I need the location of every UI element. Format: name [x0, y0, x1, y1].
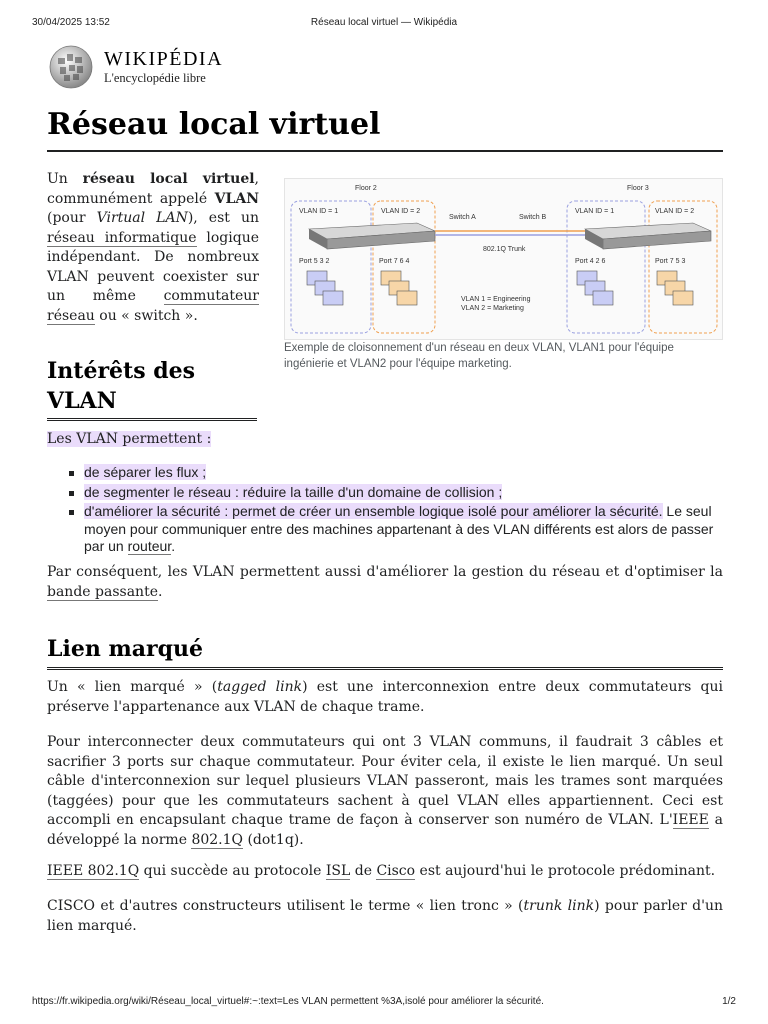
benefits-list — [47, 464, 723, 558]
paragraph-consequence: Par conséquent, les VLAN permettent aussi d'améliorer la gestion du réseau et d'optimiser la bande passante. — [47, 564, 723, 600]
vlan-id-1-label-a: VLAN ID = 1 — [299, 208, 339, 215]
link-cisco[interactable]: Cisco — [376, 863, 416, 879]
vlan1-zone-b — [567, 201, 645, 333]
computers-vlan1-a — [307, 271, 343, 305]
print-datetime: 30/04/2025 13:52 — [32, 17, 110, 28]
port-label-a2: Port 7 6 4 — [379, 258, 410, 265]
trunk-label: 802.1Q Trunk — [483, 246, 526, 253]
link-reseau-informatique[interactable]: réseau informatique — [47, 229, 197, 246]
vlan1-zone-a — [291, 201, 371, 333]
wikipedia-logo[interactable] — [46, 44, 223, 90]
print-page-title: Réseau local virtuel — Wikipédia — [310, 17, 458, 28]
paragraph-lien-marque-4: CISCO et d'autres constructeurs utilisent le terme « lien tronc » (trunk link) pour parler d'un lien marqué. — [47, 898, 723, 934]
paragraph-lien-marque-1: Un « lien marqué » (tagged link) est une interconnexion entre deux commutateurs qui préserve l'appartenance aux VLAN de chaque trame. — [47, 679, 724, 715]
section-heading-interets: Intérêts des VLAN — [47, 356, 257, 421]
section1-lead: Les VLAN permettent : — [47, 431, 212, 447]
link-802-1q[interactable]: 802.1Q — [191, 831, 243, 848]
floor2-label: Floor 2 — [355, 185, 377, 192]
section-heading-lien-marque: Lien marqué — [47, 634, 723, 670]
floor3-label: Floor 3 — [627, 185, 649, 192]
vlan2-zone-b — [649, 201, 717, 333]
wikipedia-globe-icon — [46, 44, 96, 90]
print-footer — [32, 996, 736, 1007]
computers-vlan2-a — [381, 271, 417, 305]
paragraph-lien-marque-2: Pour interconnecter deux commutateurs qui ont 3 VLAN communs, il faudrait 3 câbles et sacrifier 3 ports sur chaque commutateur. Pour éviter cela, il existe le lien marqué. Un seul câble d'interconnexion sur lequel plusieurs VLAN passeront, mais les trames sont marquées (taggées) pour que les commutateurs sachent à quel VLAN elles appartiennent. Ceci est accompli en encapsulant chaque trame de façon à conserver son numéro de VLAN. L'IEEE a développé la norme 802.1Q (dot1q). — [47, 734, 723, 848]
figure-caption: Exemple de cloisonnement d'un réseau en deux VLAN, VLAN1 pour l'équipe ingénierie et VLAN2 pour l'équipe marketing. — [284, 342, 674, 370]
switch-b-label: Switch B — [519, 214, 547, 221]
vlan-id-2-label-a: VLAN ID = 2 — [381, 208, 421, 215]
link-ieee-802-1q[interactable]: IEEE 802.1Q — [47, 863, 140, 879]
vlan-id-1-label-b: VLAN ID = 1 — [575, 208, 615, 215]
intro-paragraph: Un réseau local virtuel, communément appelé VLAN (pour Virtual LAN), est un réseau informatique logique indépendant. De nombreux VLAN peuvent coexister sur un même commutateur réseau ou « switch ». — [47, 171, 260, 324]
port-label-b2: Port 7 5 3 — [655, 258, 686, 265]
computers-vlan1-b — [577, 271, 613, 305]
vlan-diagram-image[interactable] — [284, 178, 723, 340]
vlan-id-2-label-b: VLAN ID = 2 — [655, 208, 695, 215]
link-bande-passante[interactable]: bande passante — [47, 583, 158, 600]
port-label-b1: Port 4 2 6 — [575, 258, 606, 265]
port-label-a1: Port 5 3 2 — [299, 258, 330, 265]
link-commutateur-reseau[interactable]: commutateur réseau — [47, 288, 259, 324]
logo-wordmark: WIKIPÉDIA — [104, 47, 224, 70]
article-title: Réseau local virtuel — [47, 104, 723, 152]
legend-vlan1: VLAN 1 = Engineering — [461, 296, 531, 303]
paragraph-lien-marque-3: IEEE 802.1Q qui succède au protocole ISL de Cisco est aujourd'hui le protocole prédominant. — [47, 863, 716, 879]
link-ieee[interactable]: IEEE — [672, 812, 709, 828]
page-url: https://fr.wikipedia.org/wiki/Réseau_local_virtuel#:~:text=Les VLAN permettent %3A,isolé pour améliorer la sécurité. — [32, 996, 544, 1007]
page-number: 1/2 — [722, 996, 736, 1007]
vlan2-zone-a — [373, 201, 435, 333]
link-isl[interactable]: ISL — [325, 863, 351, 879]
list-item: de segmenter le réseau : réduire la taille d'un domaine de collision ; — [47, 484, 723, 502]
legend-vlan2: VLAN 2 = Marketing — [461, 305, 524, 312]
switch-a-label: Switch A — [449, 214, 476, 221]
list-item: de séparer les flux ; — [47, 464, 723, 482]
link-routeur[interactable]: routeur — [127, 538, 172, 554]
logo-tagline: L'encyclopédie libre — [104, 70, 206, 85]
computers-vlan2-b — [657, 271, 693, 305]
list-item: d'améliorer la sécurité : permet de créer un ensemble logique isolé pour améliorer la sécurité. Le seul moyen pour communiquer entre des machines appartenant à des VLAN différents est alors de passer par un routeur. — [47, 503, 723, 556]
